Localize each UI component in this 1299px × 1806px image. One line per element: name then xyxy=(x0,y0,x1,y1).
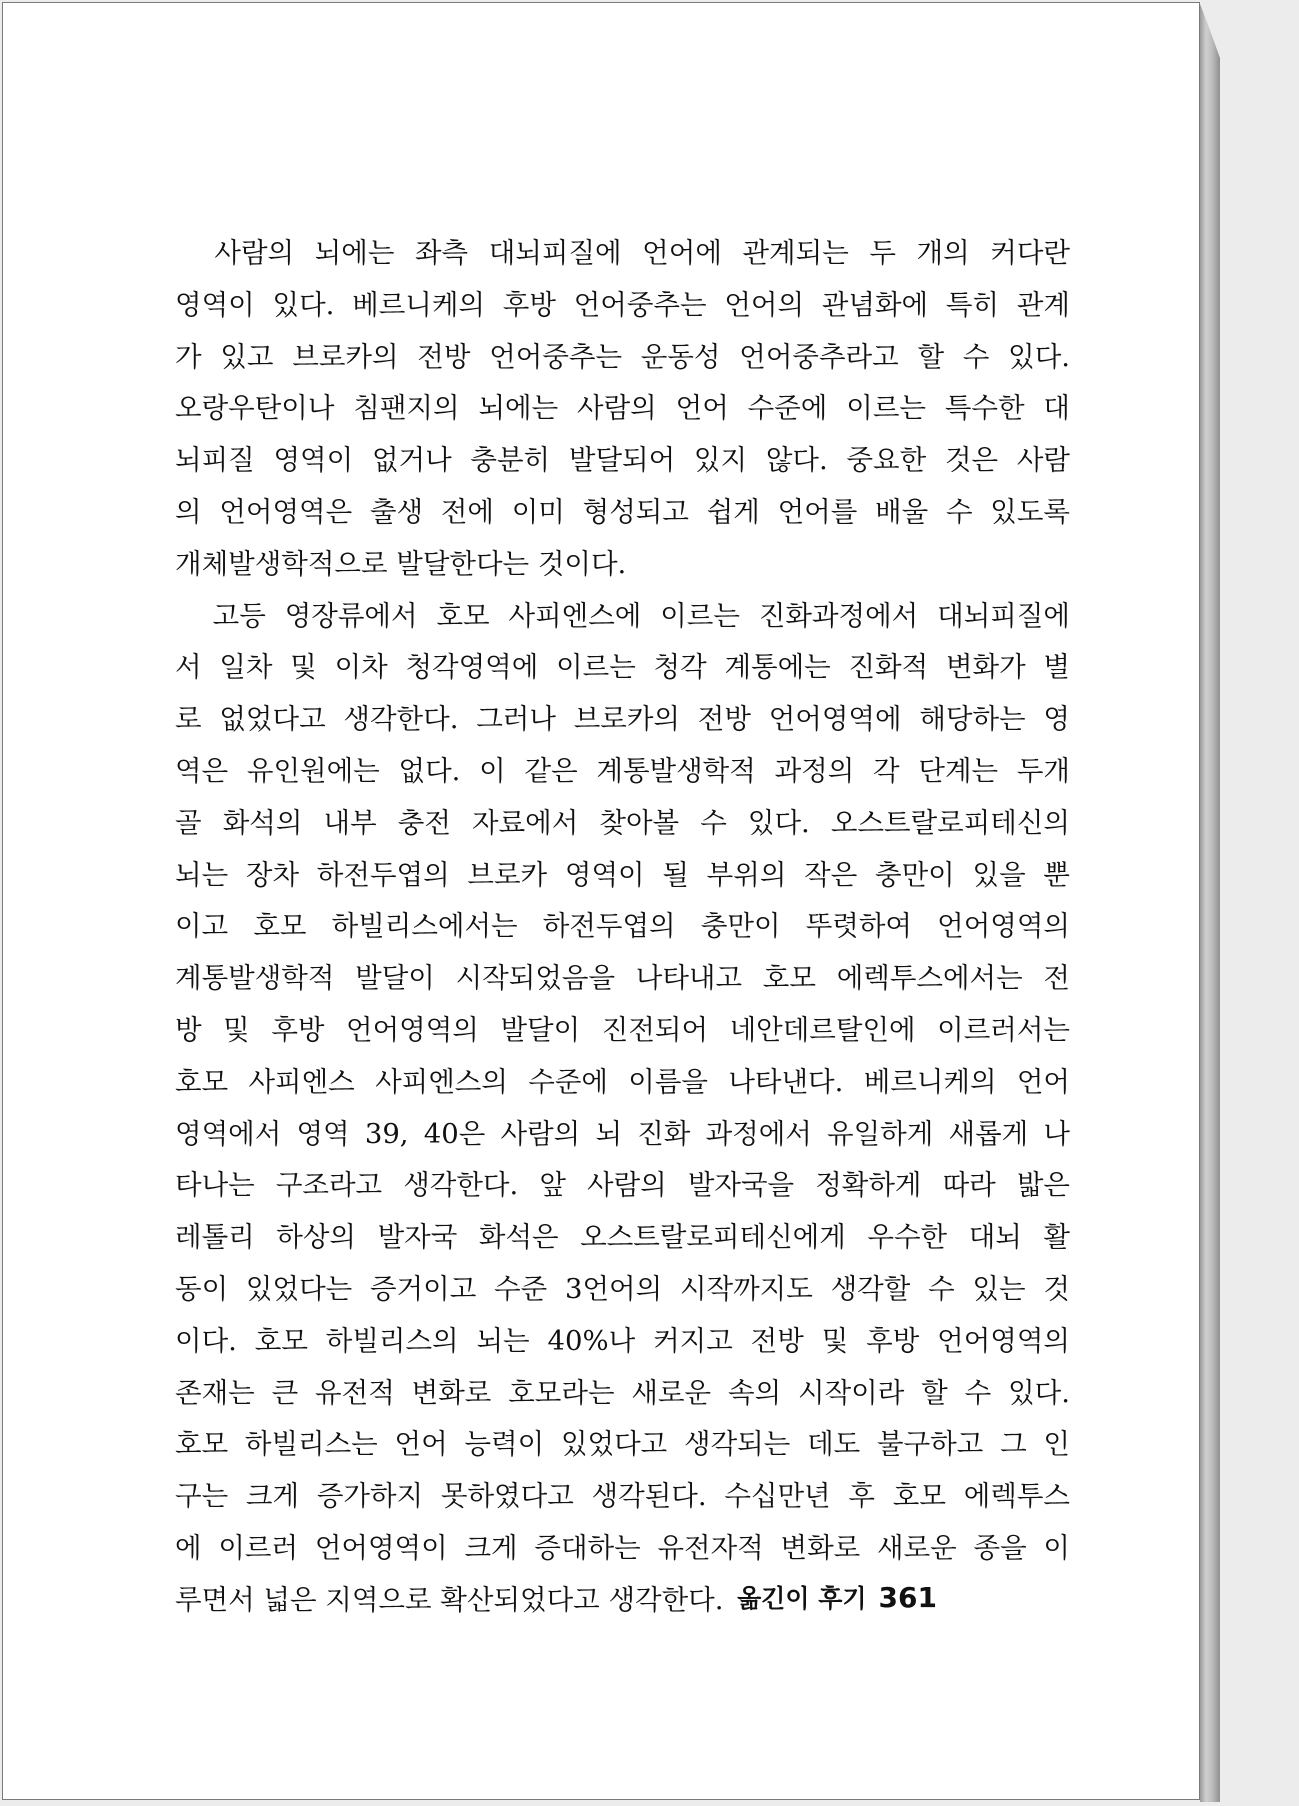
body-text xyxy=(175,228,1070,1627)
text-line: 타나는 구조라고 생각한다. 앞 사람의 발자국을 정확하게 따라 밟은 xyxy=(175,1169,1070,1202)
text-line: 이고 호모 하빌리스에서는 하전두엽의 충만이 뚜렷하여 언어영역의 xyxy=(175,910,1070,943)
text-line: 고등 영장류에서 호모 사피엔스에 이르는 진화과정에서 대뇌피질에 xyxy=(175,599,1070,632)
page-edge-shadow xyxy=(1200,4,1220,1802)
page-number: 361 xyxy=(878,1581,937,1614)
text-line: 역은 유인원에는 없다. 이 같은 계통발생학적 과정의 각 단계는 두개 xyxy=(175,754,1070,787)
text-line: 로 없었다고 생각한다. 그러나 브로카의 전방 언어영역에 해당하는 영 xyxy=(175,703,1070,736)
text-line: 구는 크게 증가하지 못하였다고 생각된다. 수십만년 후 호모 에렉투스 xyxy=(175,1480,1070,1513)
text-line: 사람의 뇌에는 좌측 대뇌피질에 언어에 관계되는 두 개의 커다란 xyxy=(175,237,1070,269)
text-line: 골 화석의 내부 충전 자료에서 찾아볼 수 있다. 오스트랄로피테신의 xyxy=(175,806,1070,839)
text-line: 동이 있었다는 증거이고 수준 3언어의 시작까지도 생각할 수 있는 것 xyxy=(175,1272,1070,1305)
text-line: 에 이르러 언어영역이 크게 증대하는 유전자적 변화로 새로운 종을 이 xyxy=(175,1531,1070,1564)
text-line: 영역이 있다. 베르니케의 후방 언어중추는 언어의 관념화에 특히 관계 xyxy=(175,288,1070,321)
text-line: 방 및 후방 언어영역의 발달이 진전되어 네안데르탈인에 이르러서는 xyxy=(175,1013,1070,1046)
text-line: 존재는 큰 유전적 변화로 호모라는 새로운 속의 시작이라 할 수 있다. xyxy=(175,1376,1070,1409)
text-line: 영역에서 영역 39, 40은 사람의 뇌 진화 과정에서 유일하게 새롭게 나 xyxy=(175,1117,1070,1150)
text-line: 레톨리 하상의 발자국 화석은 오스트랄로피테신에게 우수한 대뇌 활 xyxy=(175,1221,1070,1254)
text-line: 의 언어영역은 출생 전에 이미 형성되고 쉽게 언어를 배울 수 있도록 xyxy=(175,495,1070,528)
text-line: 뇌는 장차 하전두엽의 브로카 영역이 될 부위의 작은 충만이 있을 뿐 xyxy=(175,858,1070,891)
text-line: 루면서 넓은 지역으로 확산되었다고 생각한다. xyxy=(175,1583,724,1616)
text-line: 뇌피질 영역이 없거나 충분히 발달되어 있지 않다. 중요한 것은 사람 xyxy=(175,444,1070,477)
text-line: 개체발생학적으로 발달한다는 것이다. xyxy=(175,547,627,580)
text-line: 오랑우탄이나 침팬지의 뇌에는 사람의 언어 수준에 이르는 특수한 대 xyxy=(175,392,1070,425)
text-line: 가 있고 브로카의 전방 언어중추는 운동성 언어중추라고 할 수 있다. xyxy=(175,340,1070,373)
text-line: 이다. 호모 하빌리스의 뇌는 40%나 커지고 전방 및 후방 언어영역의 xyxy=(175,1324,1070,1357)
text-line: 호모 하빌리스는 언어 능력이 있었다고 생각되는 데도 불구하고 그 인 xyxy=(175,1428,1070,1461)
book-page xyxy=(2,2,1200,1800)
text-line: 계통발생학적 발달이 시작되었음을 나타내고 호모 에렉투스에서는 전 xyxy=(175,962,1070,995)
text-line: 호모 사피엔스 사피엔스의 수준에 이름을 나타낸다. 베르니케의 언어 xyxy=(175,1065,1070,1098)
running-title: 옮긴이 후기 xyxy=(737,1584,867,1613)
page-footer xyxy=(737,1579,937,1615)
text-line: 서 일차 및 이차 청각영역에 이르는 청각 계통에는 진화적 변화가 별 xyxy=(175,651,1070,684)
